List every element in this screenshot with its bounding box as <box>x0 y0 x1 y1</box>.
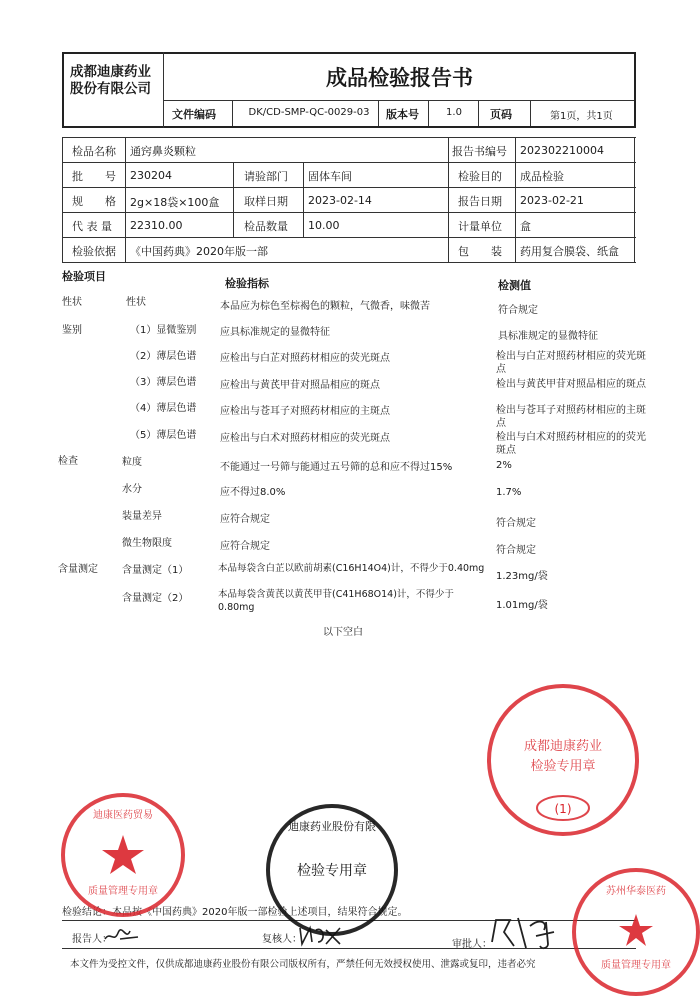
row-item: 微生物限度 <box>122 538 172 549</box>
package-label: 包 装 <box>458 245 502 258</box>
approver-label: 审批人： <box>452 939 492 950</box>
header-mid-line <box>163 100 636 101</box>
row-spec: 本品每袋含白芷以欧前胡素(C16H14O4)计，不得少于0.40mg <box>218 563 485 574</box>
quality-seal-corner <box>566 862 700 996</box>
svg-text:迪康药业股份有限: 迪康药业股份有限 <box>288 820 376 833</box>
svg-text:苏州华泰医药: 苏州华泰医药 <box>606 886 666 897</box>
row-spec: 应检出与黄芪甲苷对照品相应的斑点 <box>220 380 380 391</box>
basis-label: 检验依据 <box>72 245 116 258</box>
row-spec: 本品应为棕色至棕褐色的颗粒，气微香，味微苦 <box>220 301 430 312</box>
unit-value: 盒 <box>520 220 531 233</box>
reporter-label: 报告人： <box>72 934 112 945</box>
unit-label: 计量单位 <box>458 220 502 233</box>
svg-text:检验专用章: 检验专用章 <box>530 759 596 774</box>
quality-seal-left <box>58 790 188 920</box>
row-item: 含量测定（1） <box>122 565 189 576</box>
package-value: 药用复合膜袋、纸盒 <box>520 245 619 258</box>
inspection-seal-center <box>262 800 402 940</box>
sample-date-value: 2023-02-14 <box>308 194 372 207</box>
svg-text:(1): (1) <box>554 802 572 816</box>
row-item: 水分 <box>122 484 142 495</box>
row-cat: 检查 <box>58 456 78 467</box>
row-item: （3）薄层色谱 <box>130 377 197 388</box>
sample-qty-value: 10.00 <box>308 219 340 232</box>
row-item: 粒度 <box>122 457 142 468</box>
row-value: 1.7% <box>496 487 522 498</box>
product-name: 通窍鼻炎颗粒 <box>130 145 196 158</box>
row-spec: 应符合规定 <box>220 541 270 552</box>
sample-date-label: 取样日期 <box>244 195 288 208</box>
product-name-label: 检品名称 <box>72 145 116 158</box>
sample-qty-label: 检品数量 <box>244 220 288 233</box>
report-date-label: 报告日期 <box>458 195 502 208</box>
col-item-header: 检验项目 <box>62 270 106 283</box>
svg-text:迪康医药贸易: 迪康医药贸易 <box>93 810 153 821</box>
svg-text:质量管理专用章: 质量管理专用章 <box>88 886 158 897</box>
page-label: 页码 <box>490 108 512 121</box>
row-spec: 应检出与白芷对照药材相应的荧光斑点 <box>220 353 390 364</box>
req-dept-label: 请验部门 <box>244 170 288 183</box>
info-grid-top <box>62 137 636 138</box>
col-spec-header: 检验指标 <box>225 277 269 290</box>
header-bottom-line <box>62 126 636 128</box>
approver-signature <box>486 912 570 952</box>
reporter-signature <box>102 925 142 947</box>
spec-label: 规 格 <box>72 195 116 208</box>
row-cat: 性状 <box>62 297 82 308</box>
rep-qty-label: 代 表 量 <box>72 220 112 233</box>
row-value: 检出与黄芪甲苷对照品相应的斑点 <box>496 379 646 390</box>
row-value: 具标准规定的显微特征 <box>498 331 598 342</box>
page-value: 第1页，共1页 <box>550 111 613 122</box>
doc-no-label: 文件编码 <box>172 108 216 121</box>
col-value-header: 检测值 <box>498 279 531 292</box>
row-item: （5）薄层色谱 <box>130 430 197 441</box>
blank-note: 以下空白 <box>323 627 363 638</box>
version-label: 版本号 <box>386 108 419 121</box>
inspection-seal-right <box>483 680 643 840</box>
row-value: 检出与白芷对照药材相应的荧光斑点 <box>496 351 646 375</box>
header-left-border <box>62 52 64 128</box>
req-dept-value: 固体车间 <box>308 170 352 183</box>
row-value: 符合规定 <box>496 518 536 529</box>
header-top-line <box>62 52 636 54</box>
purpose-value: 成品检验 <box>520 170 564 183</box>
report-no: 202302210004 <box>520 144 604 157</box>
row-cat: 鉴别 <box>62 325 82 336</box>
batch-label: 批 号 <box>72 170 116 183</box>
row-spec: 应具标准规定的显微特征 <box>220 327 330 338</box>
row-value: 检出与苍耳子对照药材相应的主斑点 <box>496 405 646 429</box>
row-value: 1.01mg/袋 <box>496 600 548 611</box>
row-value: 符合规定 <box>496 545 536 556</box>
conclusion: 检验结论：本品按《中国药典》2020年版一部检验上述项目，结果符合规定。 <box>62 907 408 918</box>
row-spec: 应符合规定 <box>220 514 270 525</box>
spec-value: 2g×18袋×100盒 <box>130 196 220 209</box>
reviewer-label: 复核人： <box>262 934 302 945</box>
row-cat: 含量测定 <box>58 564 98 575</box>
controlled-notice: 本文件为受控文件，仅供成都迪康药业股份有限公司版权所有，严禁任何无效授权使用、泄露或复印，违者必究 <box>70 959 536 970</box>
svg-text:检验专用章: 检验专用章 <box>297 863 367 879</box>
row-value: 2% <box>496 460 512 471</box>
row-spec: 不能通过一号筛与能通过五号筛的总和应不得过15% <box>220 462 453 473</box>
version-value: 1.0 <box>446 107 462 118</box>
page-title: 成品检验报告书 <box>326 66 473 90</box>
row-item: （4）薄层色谱 <box>130 403 197 414</box>
row-spec: 应检出与苍耳子对照药材相应的主斑点 <box>220 406 390 417</box>
svg-text:成都迪康药业: 成都迪康药业 <box>523 739 603 754</box>
report-date-value: 2023-02-21 <box>520 194 584 207</box>
batch-value: 230204 <box>130 169 172 182</box>
rep-qty-value: 22310.00 <box>130 219 183 232</box>
row-spec: 应检出与白术对照药材相应的荧光斑点 <box>220 433 390 444</box>
row-item: 含量测定（2） <box>122 593 189 604</box>
row-value: 符合规定 <box>498 305 538 316</box>
row-item: （2）薄层色谱 <box>130 351 197 362</box>
company-name: 成都迪康药业股份有限公司 <box>70 64 151 97</box>
row-value: 1.23mg/袋 <box>496 571 548 582</box>
basis-value: 《中国药典》2020年版一部 <box>130 245 268 258</box>
row-item: （1）显微鉴别 <box>130 325 197 336</box>
row-spec: 应不得过8.0% <box>220 487 286 498</box>
doc-no: DK/CD-SMP-QC-0029-03 <box>248 107 370 118</box>
report-no-label: 报告书编号 <box>452 145 507 158</box>
svg-text:质量管理专用章: 质量管理专用章 <box>601 960 671 971</box>
row-item: 性状 <box>126 297 146 308</box>
purpose-label: 检验目的 <box>458 170 502 183</box>
row-item: 装量差异 <box>122 511 162 522</box>
row-spec: 本品每袋含黄芪以黄芪甲苷(C41H68O14)计，不得少于0.80mg <box>218 589 454 613</box>
row-value: 检出与白术对照药材相应的的荧光斑点 <box>496 432 646 456</box>
